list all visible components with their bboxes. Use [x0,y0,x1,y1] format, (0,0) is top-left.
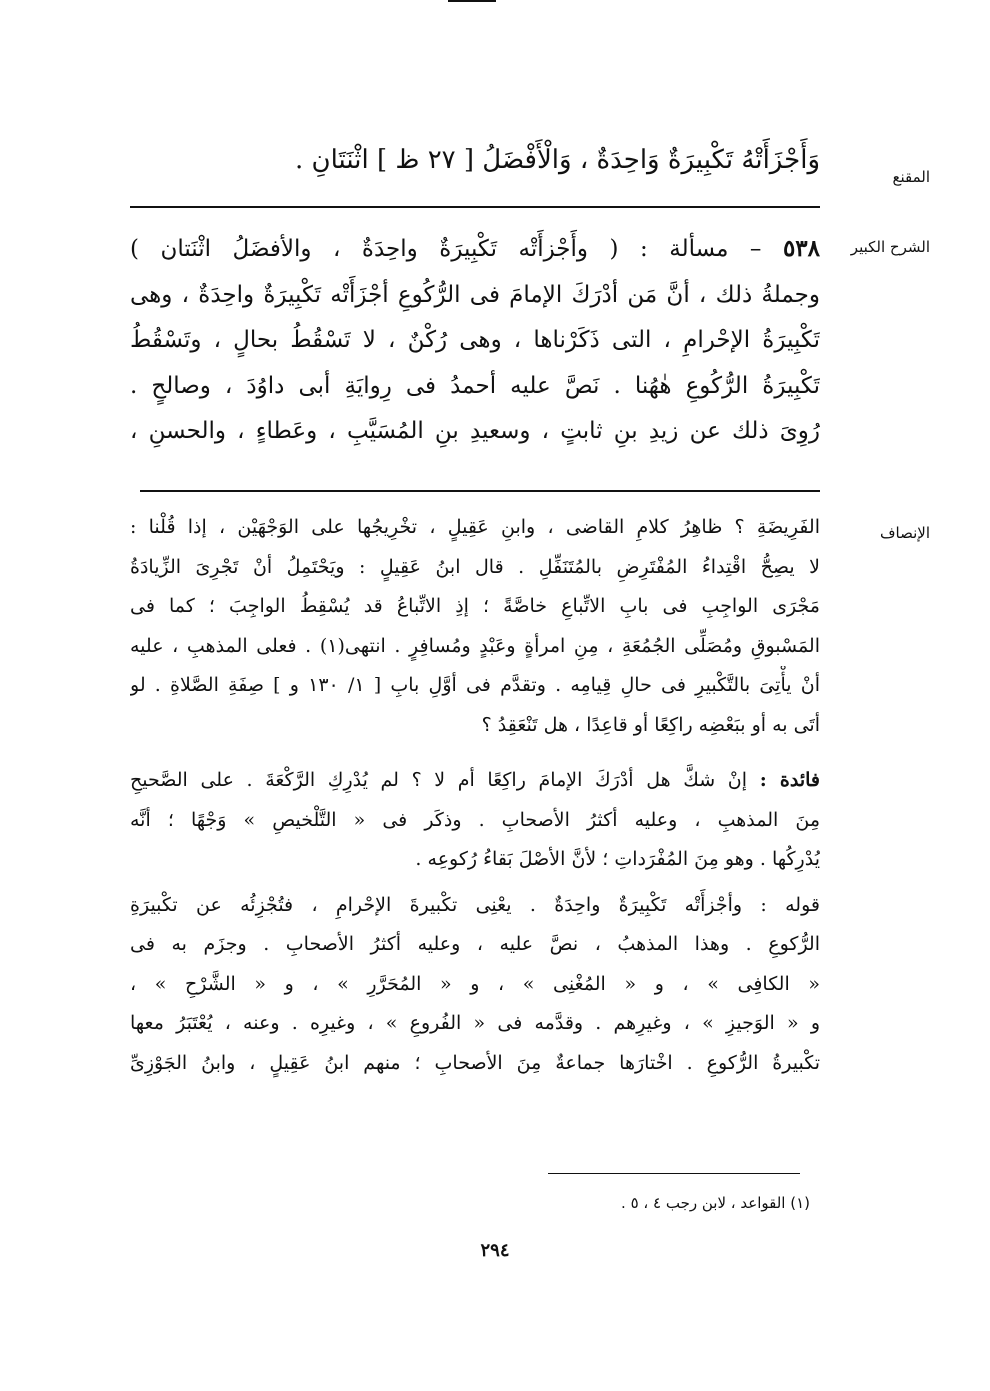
faida-line: فائدة : إنْ شكَّ هل أدْرَكَ الإمامَ راكِعًا أم لا ؟ لم يُدْرِكِ الرَّكْعَةَ . على الصَّحيحِ [130,769,820,791]
insaf-line: تكْبيرةُ الرُّكوعِ . اخْتارَها جماعةٌ مِنَ الأصحابِ ؛ منهم ابنُ عَقِيلٍ ، وابنُ الجَوْزِىِّ [130,1051,820,1074]
insaf-line: يُدْرِكُها . وهو مِنَ المُفْرَداتِ ؛ لأنَّ الأصْلَ بَقاءُ رُكوعِه . [415,848,820,870]
sharh-line-3: تَكْبِيرَةُ الإحْرامِ ، التى ذَكَرْناها ، وهى رُكْنٌ ، لا تَسْقُطُ بحالٍ ، وتَسْقُطُ [130,327,820,353]
insaf-line: لا يصِحُّ اقْتِداءُ المُفْتَرِضِ بالمُتَنَفِّلِ . قال ابنُ عَقِيلٍ : ويَحْتَمِلُ أنْ تَجْرِىَ الزِّيادَةُ [130,555,820,578]
sharh-block [130,226,820,455]
faida-label: فائدة : [759,769,820,791]
sharh-line-4: تَكْبِيرَةُ الرُّكُوعِ هٰهُنا . نَصَّ عليه أحمدُ فى رِوايَةِ أبى داوُدَ ، وصالحٍ . [130,372,820,399]
sharh-label: الشرح الكبير [850,238,930,256]
insaf-line: أتَى به أو ببَعْضِه راكِعًا أو قاعِدًا ، هل تَنْعَقِدُ ؟ [481,713,820,736]
insaf-line: الرُّكوعِ . وهذا المذهبُ ، نصَّ عليه ، وعليه أكثرُ الأصحابِ . وجزَم به فى [130,933,820,955]
insaf-line: الفَرِيضَةِ ؟ ظاهِرُ كلامِ القاضى ، وابنِ عَقِيلٍ ، تخْرِيجُها على الوَجْهَيْن ، إذا قُلْنا : [130,516,820,538]
insaf-label: الإنصاف [879,524,930,542]
section-rule-middle [140,490,820,492]
sharh-line-5: رُوِىَ ذلك عن زيدِ بنِ ثابتٍ ، وسعيدِ بنِ المُسَيَّبِ ، وعَطاءٍ ، والحسنِ ، [130,418,820,444]
section-rule-top [130,206,820,208]
insaf-block [130,508,820,1083]
insaf-line: أنْ يأْتِىَ بالتَّكْبيرِ فى حالِ قِيامِه . وتقدَّم فى أوَّلِ بابِ [ ١/ ١٣٠ و ] صِفَةِ الصَّلاةِ . لو [130,674,820,696]
page-number: ٢٩٤ [480,1240,510,1261]
insaf-line: المَسْبوقِ ومُصَلِّى الجُمُعَةِ ، مِنِ امرأةٍ وعَبْدٍ ومُسافِرٍ . انتهى(١) . فعلى المذهبِ ، عليه [130,634,820,657]
footnote-rule [548,1173,800,1174]
footnote: (١) القواعد ، لابن رجب ٤ ، ٥ . [621,1194,810,1212]
sharh-line-1: ٥٣٨ – مسألة : ( وأَجْزأَتْه تَكْبِيرَةٌ واحِدَةٌ ، والأفضَلُ اثْنَتان ) [130,235,820,262]
insaf-line: و « الوَجيزِ » ، وغيرِهم . وقدَّمه فى « الفُروعِ » ، وغيرِه . وعنه ، يُعْتَبَرُ معها [130,1012,820,1034]
insaf-line: « الكافِى » ، و « المُغْنِى » ، و « المُحَرَّرِ » ، و « الشَّرْحِ » ، [130,972,820,995]
sharh-line-2: وجملةُ ذلك ، أنَّ مَن أدْرَكَ الإمامَ فى الرُّكُوعِ أجْزَأَتْه تَكْبِيرَةٌ واحِدَةٌ ، وهى [130,281,820,308]
insaf-line: مَجْرَى الواجِبِ فى بابِ الاتِّباعِ خاصَّةً ؛ إذِ الاتِّباعُ قد يُسْقِطُ الواجِبَ ؛ كما فى [130,595,820,617]
masala-number: ٥٣٨ [782,235,820,262]
muqni-label: المقنع [892,168,930,186]
insaf-line: مِنَ المذهبِ ، وعليه أكثرُ الأصحابِ . وذكَر فى « التَّلْخيصِ » وَجْهًا ؛ أنَّه [130,808,820,831]
insaf-line: قوله : وأجْزأَتْه تَكْبِيرَةٌ واحِدَةٌ . يعْنِى تكْبيرةَ الإحْرامِ ، فتُجْزِئُه عن تكْبيرَةِ [130,893,820,916]
muqni-text: وَأَجْزَأَتْهُ تَكْبِيرَةٌ وَاحِدَةٌ ، وَالْأَفْضَلُ [ ٢٧ ظ ] اثْنَتَانِ . [295,145,820,175]
top-divider [448,0,496,2]
